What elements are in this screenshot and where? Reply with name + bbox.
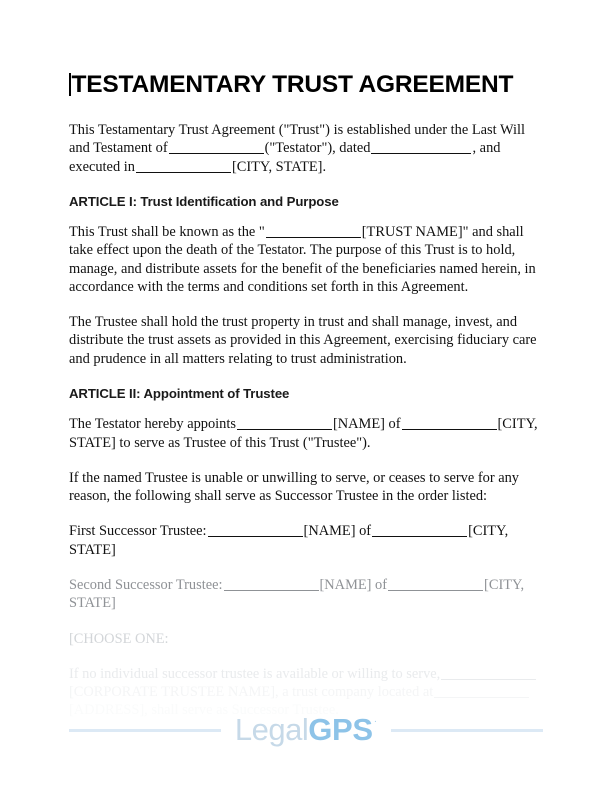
logo-text-gps: GPS [308, 711, 373, 747]
corporate-trustee-text-c: [ADDRESS], shall serve as Successor Trustee. [69, 702, 339, 719]
second-successor-text-c: [CITY, STATE] [69, 577, 525, 612]
logo-registered-mark: · [373, 715, 378, 727]
article-1-paragraph-2: The Trustee shall hold the trust property in trust and shall manage, invest, and distribute the trust assets as provided in this Agreement, exercising fiduciary care and prudence in all matters relating to trust administration. [69, 314, 537, 367]
footer-rule-left [69, 729, 221, 732]
page-title [69, 72, 543, 99]
text-cursor [69, 73, 71, 96]
article-2-paragraph-1 [69, 415, 543, 452]
article-1-p1-text-b: [TRUST NAME]" and shall take effect upon the death of the Testator. The purpose of this Trust is to hold, manage, and distribute assets for the benefit of the beneficiaries named herein, in accordance with the terms and conditions set forth in this Agreement. [69, 223, 536, 295]
trust-name-blank[interactable] [266, 225, 361, 238]
article-2-p1-text-c: [CITY, STATE] to serve as Trustee of this Trust ("Trustee"). [69, 416, 538, 451]
execution-place-blank[interactable] [136, 160, 231, 173]
document-body [69, 72, 543, 720]
intro-text-3: , and executed in [69, 140, 501, 175]
corporate-trustee-name-blank[interactable] [441, 667, 536, 680]
first-successor-trustee-line [69, 522, 543, 559]
corporate-trustee-text-b: [CORPORATE TRUSTEE NAME], a trust company located at [69, 684, 434, 701]
trustee-city-blank[interactable] [402, 417, 497, 430]
corporate-trustee-address-blank[interactable] [434, 685, 529, 698]
second-successor-city-blank[interactable] [388, 578, 483, 591]
footer [0, 700, 612, 760]
article-2-p1-text-a: The Testator hereby appoints [69, 416, 236, 433]
second-successor-label: Second Successor Trustee: [69, 577, 223, 593]
intro-paragraph [69, 121, 543, 176]
choose-one-instruction: [CHOOSE ONE: [69, 630, 169, 647]
article-1-p1-text-a: This Trust shall be known as the " [69, 223, 265, 240]
article-2-p1-text-b: [NAME] of [332, 416, 401, 433]
footer-rule-right [391, 729, 543, 732]
first-successor-text-b: [NAME] of [303, 523, 372, 540]
logo-text-legal: Legal [234, 711, 309, 747]
first-successor-city-blank[interactable] [372, 524, 467, 537]
article-2-paragraph-2: If the named Trustee is unable or unwilling to serve, or ceases to serve for any reason, the following shall serve as Successor Trustee in the order listed: [69, 469, 519, 505]
article-1-paragraph-1 [69, 223, 543, 296]
intro-text-1: This Testamentary Trust Agreement ("Trust") is established under the Last Will and Testament of [69, 121, 525, 157]
legalgps-logo [234, 711, 378, 747]
intro-text-2: ("Testator"), dated [264, 140, 371, 157]
testator-name-blank[interactable] [169, 141, 264, 154]
execution-date-blank[interactable] [371, 141, 471, 154]
trustee-name-blank[interactable] [237, 417, 332, 430]
second-successor-name-blank[interactable] [224, 578, 319, 591]
first-successor-name-blank[interactable] [208, 524, 303, 537]
corporate-trustee-text-a: If no individual successor trustee is available or willing to serve, [69, 665, 441, 682]
second-successor-trustee-line [69, 576, 543, 613]
intro-text-4: [CITY, STATE]. [231, 158, 327, 175]
page-title-text: TESTAMENTARY TRUST AGREEMENT [71, 71, 514, 98]
second-successor-text-b: [NAME] of [319, 577, 388, 593]
first-successor-text-c: [CITY, STATE] [69, 523, 509, 558]
article-2-heading: ARTICLE II: Appointment of Trustee [69, 386, 290, 402]
first-successor-label: First Successor Trustee: [69, 523, 207, 540]
article-1-heading: ARTICLE I: Trust Identification and Purpose [69, 193, 339, 209]
